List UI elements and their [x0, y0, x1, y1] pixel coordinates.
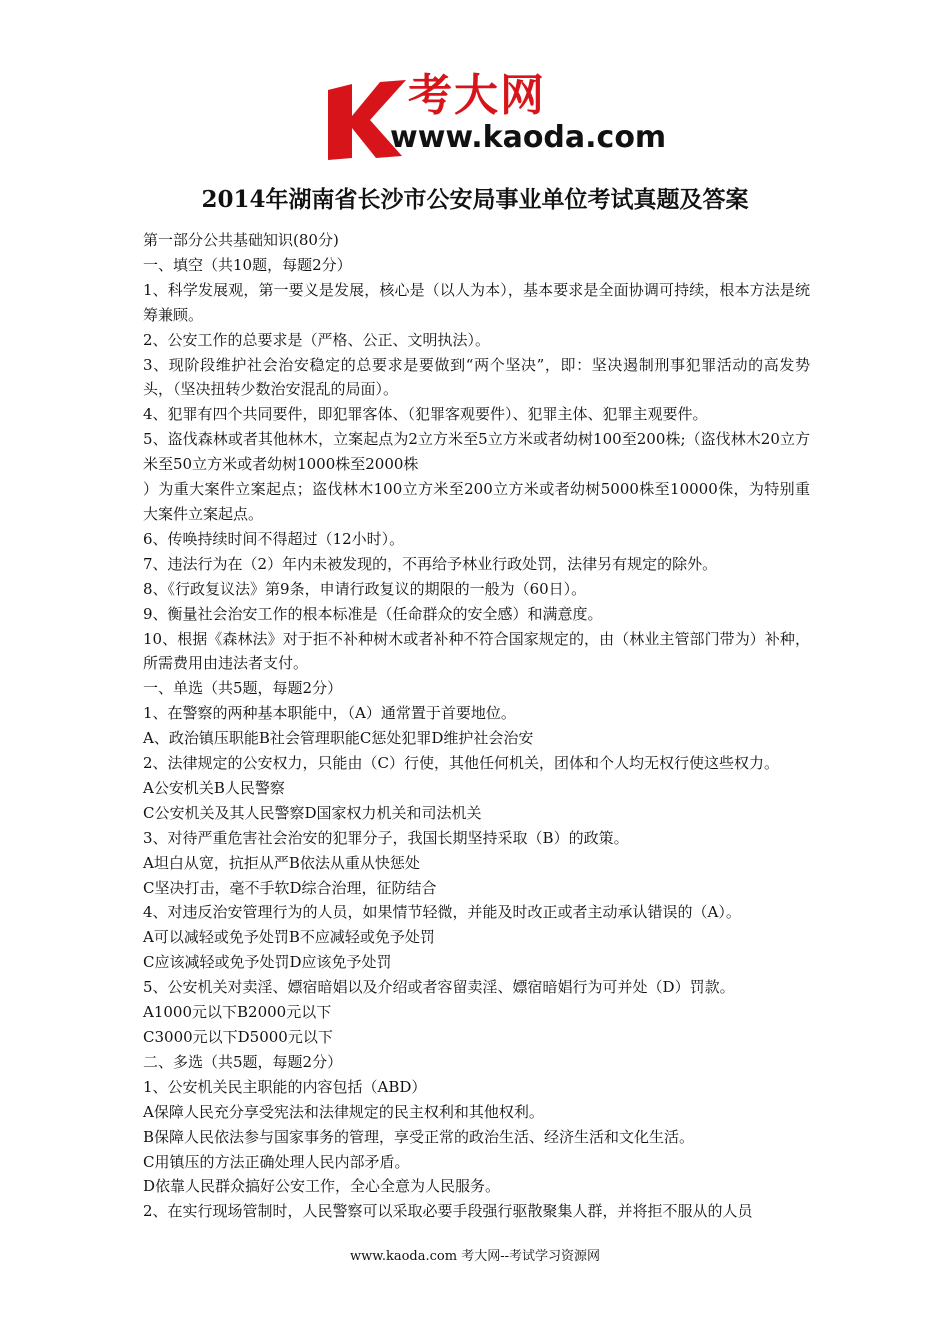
page-title: 2014年湖南省长沙市公安局事业单位考试真题及答案	[201, 186, 749, 213]
text-line: 二、多选（共5题，每题2分）	[143, 1052, 343, 1071]
text-line: C应该减轻或免予处罚D应该免予处罚	[143, 953, 392, 972]
text-line: 1、公安机关民主职能的内容包括（ABD）	[143, 1077, 427, 1096]
text-line: 5、公安机关对卖淫、嫖宿暗娼以及介绍或者容留卖淫、嫖宿暗娼行为可并处（D）罚款。	[143, 978, 735, 997]
text-line: ）为重大案件立案起点；盗伐林木100立方米至200立方米或者幼树5000株至10000侏，为特别重大案件立案起点。	[143, 480, 810, 523]
text-line: 2、公安工作的总要求是（严格、公正、文明执法）。	[143, 330, 491, 349]
text-line: 4、对违反治安管理行为的人员，如果情节轻微，并能及时改正或者主动承认错误的（A）。	[143, 903, 741, 922]
text-line: 9、衡量社会治安工作的根本标准是（任命群众的安全感）和满意度。	[143, 604, 603, 623]
text-line: 6、传唤持续时间不得超过（12小时）。	[143, 529, 405, 548]
text-line: A保障人民充分享受宪法和法律规定的民主权利和其他权利。	[143, 1102, 544, 1121]
text-line: C坚决打击，毫不手软D综合治理，征防结合	[143, 878, 437, 897]
text-line: C3000元以下D5000元以下	[143, 1028, 333, 1046]
page-footer: www.kaoda.com 考大网--考试学习资源网	[350, 1249, 600, 1264]
text-line: A、政治镇压职能B社会管理职能C惩处犯罪D维护社会治安	[143, 729, 534, 748]
text-line: 7、违法行为在（2）年内未被发现的，不再给予林业行政处罚，法律另有规定的除外。	[143, 554, 718, 573]
brand-url: www.kaoda.com	[390, 120, 667, 155]
text-line: 一、填空（共10题，每题2分）	[143, 255, 352, 274]
text-line: A公安机关B人民警察	[143, 778, 285, 797]
text-line: C用镇压的方法正确处理人民内部矛盾。	[143, 1152, 410, 1171]
text-line: 3、现阶段维护社会治安稳定的总要求是要做到“两个坚决”，即：坚决遏制刑事犯罪活动的高发势头，（坚决扭转少数治安混乱的局面）。	[143, 355, 810, 399]
text-line: 5、盗伐森林或者其他林木，立案起点为2立方米至5立方米或者幼树100至200株;（盗伐林木20立方米至50立方米或者幼树1000株至2000株	[143, 430, 810, 474]
text-line: 3、对待严重危害社会治安的犯罪分子，我国长期坚持采取（B）的政策。	[143, 828, 629, 847]
text-line: 1、在警察的两种基本职能中，（A）通常置于首要地位。	[143, 704, 516, 723]
text-line: 一、单选（共5题，每题2分）	[143, 679, 343, 698]
text-line: A坦白从宽，抗拒从严B依法从重从快惩处	[143, 853, 420, 872]
brand-name: 考大网	[408, 70, 546, 121]
text-line: 2、在实行现场管制时，人民警察可以采取必要手段强行驱散聚集人群，并将拒不服从的人员	[143, 1202, 753, 1221]
text-line: D依靠人民群众搞好公安工作，全心全意为人民服务。	[143, 1177, 501, 1196]
text-line: 1、科学发展观，第一要义是发展，核心是（以人为本），基本要求是全面协调可持续，根本方法是统筹兼顾。	[143, 280, 810, 324]
text-line: B保障人民依法参与国家事务的管理，享受正常的政治生活、经济生活和文化生活。	[143, 1127, 695, 1146]
text-line: A可以减轻或免予处罚B不应减轻或免予处罚	[143, 928, 435, 947]
text-line: 4、犯罪有四个共同要件，即犯罪客体、（犯罪客观要件）、犯罪主体、犯罪主观要件。	[143, 405, 708, 424]
document-body	[143, 228, 810, 1224]
text-line: A1000元以下B2000元以下	[143, 1003, 332, 1022]
text-line: C公安机关及其人民警察D国家权力机关和司法机关	[143, 803, 482, 822]
site-logo	[322, 70, 667, 162]
text-line: 8、《行政复议法》第9条，申请行政复议的期限的一般为（60日）。	[143, 579, 587, 598]
text-line: 2、法律规定的公安权力，只能由（C）行使，其他任何机关，团体和个人均无权行使这些权力。	[143, 754, 780, 773]
text-line: 10、根据《森林法》对于拒不补种树木或者补种不符合国家规定的，由（林业主管部门带为）补种，所需费用由违法者支付。	[143, 629, 810, 673]
text-line: 第一部分公共基础知识(80分)	[143, 231, 339, 249]
